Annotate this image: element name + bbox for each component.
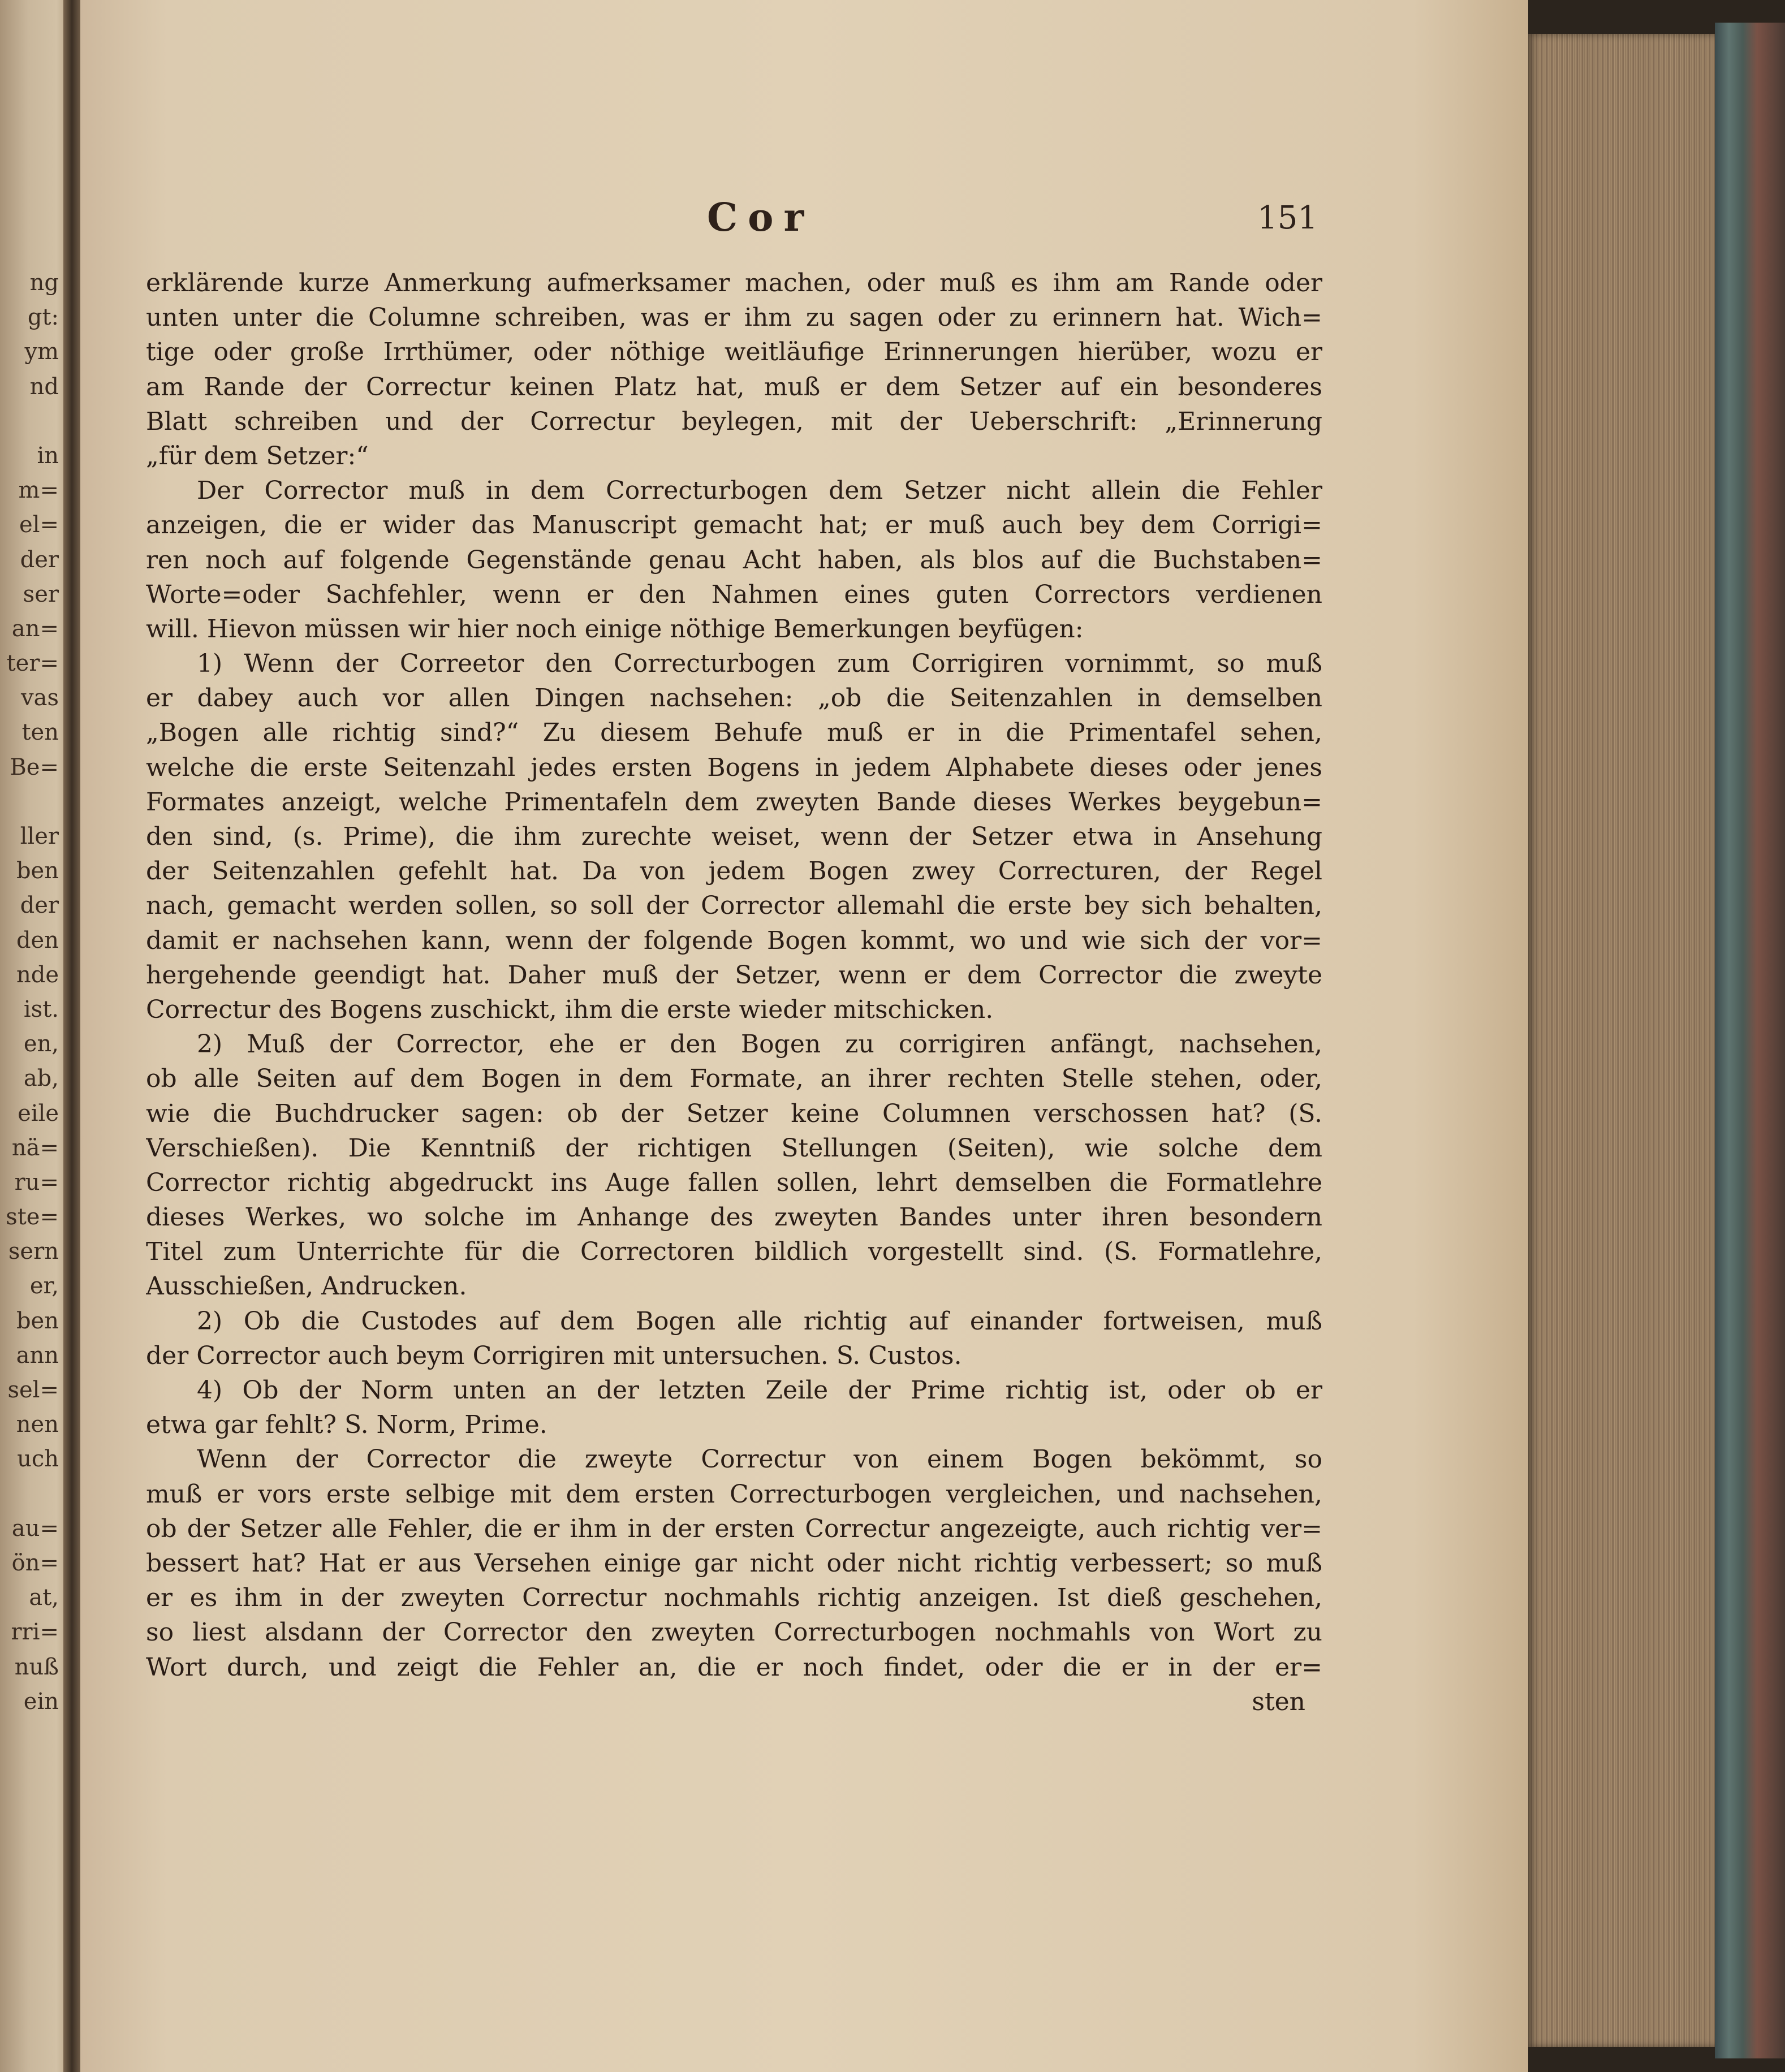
left-fragment: eile (18, 1100, 59, 1126)
left-fragment: ab, (23, 1065, 59, 1092)
left-fragment (0, 404, 63, 439)
left-fragment: nen (16, 1411, 59, 1438)
text-line: Der Corrector muß in dem Correcturbogen dem Setzer nicht allein die Fehler (197, 476, 1322, 506)
left-fragment: nde (16, 961, 59, 988)
left-fragment: in (37, 442, 59, 469)
book-gutter (63, 0, 80, 2072)
left-fragment: ter= (6, 650, 59, 677)
left-fragment: er, (29, 1273, 59, 1300)
left-fragment (0, 1477, 63, 1512)
text-line: Titel zum Unterrichte für die Correctoren bildlich vorgestellt sind. (S. Formatlehre, (146, 1237, 1322, 1267)
text-line: anzeigen, die er wider das Manuscript gemacht hat; er muß auch bey dem Corrigi= (146, 511, 1322, 540)
text-line: Wenn der Corrector die zweyte Correctur von einem Bogen bekömmt, so (197, 1445, 1322, 1474)
text-line: Ausschießen, Andrucken. (146, 1272, 467, 1301)
catchword: sten (1252, 1687, 1305, 1716)
left-fragment: ön= (11, 1549, 59, 1576)
text-line: muß er vors erste selbige mit dem ersten Correcturbogen vergleichen, und nachsehen, (146, 1479, 1322, 1509)
text-line: Worte=oder Sachfehler, wenn er den Nahmen eines guten Correctors verdienen (146, 580, 1322, 609)
text-line: erklärende kurze Anmerkung aufmerksamer machen, oder muß es ihm am Rande oder (146, 269, 1322, 297)
text-line: unten unter die Columne schreiben, was er ihm zu sagen oder zu erinnern hat. Wich= (146, 303, 1322, 333)
left-fragment: der (20, 892, 59, 919)
text-line: er dabey auch vor allen Dingen nachsehen: „ob die Seitenzahlen in demselben (146, 684, 1322, 713)
left-fragment: den (16, 927, 59, 953)
left-fragment: ste= (6, 1204, 59, 1231)
left-page-fragments (0, 266, 63, 1719)
text-line: so liest alsdann der Corrector den zweyten Correcturbogen nochmahls von Wort zu (146, 1618, 1322, 1647)
left-fragment: nä= (11, 1134, 59, 1161)
text-line: ob alle Seiten auf dem Bogen in dem Formate, an ihrer rechten Stelle stehen, oder, (146, 1064, 1322, 1094)
text-line: 2) Muß der Corrector, ehe er den Bogen zu corrigiren anfängt, nachsehen, (197, 1030, 1322, 1059)
text-line: Formates anzeigt, welche Primentafeln dem zweyten Bande dieses Werkes beygebun= (146, 787, 1322, 817)
text-line: damit er nachsehen kann, wenn der folgende Bogen kommt, wo und wie sich der vor= (146, 926, 1322, 955)
text-line: ob der Setzer alle Fehler, die er ihm in der ersten Correctur angezeigte, auch richtig ver= (146, 1514, 1322, 1543)
text-line: den sind, (s. Prime), die ihm zurechte weiset, wenn der Setzer etwa in Ansehung (146, 822, 1322, 851)
left-fragment: ben (16, 1307, 59, 1334)
text-line: Wort durch, und zeigt die Fehler an, die er noch findet, oder die er in der er= (146, 1652, 1322, 1682)
left-fragment: ann (16, 1342, 59, 1369)
left-fragment: ru= (14, 1169, 59, 1195)
left-fragment: an= (11, 615, 59, 642)
text-line: „für dem Setzer:“ (146, 441, 369, 470)
left-fragment: ist. (23, 996, 59, 1022)
text-line: nach, gemacht werden sollen, so soll der Corrector allemahl die erste bey sich behalten, (146, 891, 1322, 921)
page-header (707, 195, 1318, 240)
left-fragment: nd (29, 373, 59, 400)
left-fragment: at, (29, 1585, 59, 1611)
left-fragment: sel= (7, 1377, 59, 1403)
text-line: „Bogen alle richtig sind?“ Zu diesem Behufe muß er in die Primentafel sehen, (146, 718, 1322, 748)
text-line: der Corrector auch beym Corrigiren mit untersuchen. S. Custos. (146, 1341, 962, 1370)
left-fragment: m= (18, 477, 59, 504)
left-fragment: gt: (27, 304, 59, 331)
marbled-cover-edge (1715, 23, 1785, 2058)
left-fragment: nuß (14, 1654, 59, 1680)
left-fragment: ben (16, 858, 59, 884)
text-line: dieses Werkes, wo solche im Anhange des zweyten Bandes unter ihren besondern (146, 1203, 1322, 1232)
text-line: bessert hat? Hat er aus Versehen einige gar nicht oder nicht richtig verbessert; so muß (146, 1548, 1322, 1578)
text-line: will. Hievon müssen wir hier noch einige nöthige Bemerkungen beyfügen: (146, 614, 1084, 644)
text-line: Verschießen). Die Kenntniß der richtigen Stellungen (Seiten), wie solche dem (146, 1133, 1322, 1163)
text-line: Corrector richtig abgedruckt ins Auge fallen sollen, lehrt demselben die Formatlehre (146, 1168, 1322, 1197)
text-line: welche die erste Seitenzahl jedes ersten Bogens in jedem Alphabete dieses oder jenes (146, 753, 1322, 782)
left-fragment: uch (17, 1446, 59, 1473)
left-fragment: Be= (10, 754, 59, 780)
text-line: wie die Buchdrucker sagen: ob der Setzer keine Columnen verschossen hat? (S. (146, 1099, 1322, 1128)
left-fragment: el= (19, 512, 59, 538)
left-fragment: ein (23, 1688, 59, 1715)
text-line: etwa gar fehlt? S. Norm, Prime. (146, 1410, 547, 1440)
left-fragment: au= (11, 1515, 59, 1542)
text-line: 1) Wenn der Correetor den Correcturbogen zum Corrigiren vornimmt, so muß (197, 649, 1322, 679)
left-fragment: ng (29, 270, 59, 296)
left-fragment: en, (23, 1031, 59, 1057)
running-head: Cor (707, 195, 814, 240)
left-fragment: sern (8, 1238, 59, 1265)
text-line: Blatt schreiben und der Correctur beylegen, mit der Ueberschrift: „Erinnerung (146, 407, 1322, 436)
page-number: 151 (1257, 200, 1318, 236)
text-line: tige oder große Irrthümer, oder nöthige weitläufige Erinnerungen hierüber, wozu er (146, 338, 1322, 367)
left-fragment: rri= (11, 1619, 59, 1646)
left-fragment: der (20, 546, 59, 573)
text-line: der Seitenzahlen gefehlt hat. Da von jedem Bogen zwey Correcturen, der Regel (146, 857, 1322, 886)
text-line: 4) Ob der Norm unten an der letzten Zeile der Prime richtig ist, oder ob er (197, 1376, 1322, 1405)
text-line: am Rande der Correctur keinen Platz hat, muß er dem Setzer auf ein besonderes (146, 372, 1322, 402)
left-fragment: ller (20, 823, 59, 849)
text-line: hergehende geendigt hat. Daher muß der Setzer, wenn er dem Corrector die zweyte (146, 960, 1322, 990)
page-block-edges (1528, 34, 1715, 2047)
text-line: ren noch auf folgende Gegenstände genau Acht haben, als blos auf die Buchstaben= (146, 545, 1322, 575)
left-fragment: ten (21, 719, 59, 746)
left-fragment (0, 785, 63, 819)
body-text (146, 266, 1322, 1719)
left-fragment: vas (21, 685, 59, 711)
text-line: Correctur des Bogens zuschickt, ihm die erste wieder mitschicken. (146, 995, 994, 1024)
text-line: er es ihm in der zweyten Correctur nochmahls richtig anzeigen. Ist dieß geschehen, (146, 1583, 1322, 1613)
left-fragment: ser (23, 581, 59, 607)
left-fragment: ym (24, 339, 59, 365)
text-line: 2) Ob die Custodes auf dem Bogen alle richtig auf einander fortweisen, muß (197, 1306, 1322, 1336)
